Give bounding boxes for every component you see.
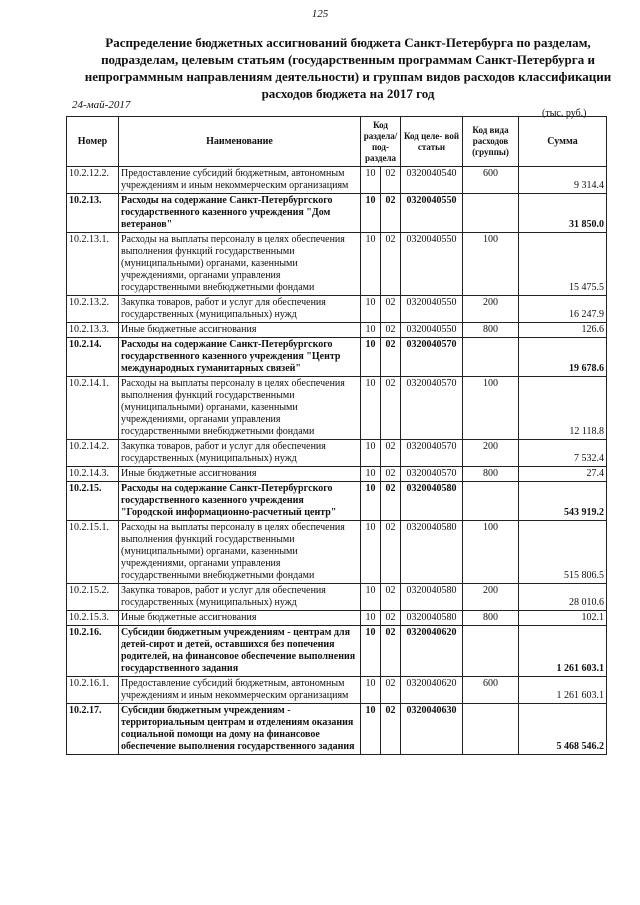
row-subsection: 02 [381,482,401,521]
row-group: 200 [463,584,519,611]
row-number: 10.2.16. [67,626,119,677]
row-section: 10 [361,626,381,677]
row-amount: 7 532.4 [519,440,607,467]
row-name: Расходы на выплаты персоналу в целях обеспечения выполнения функций государственными (муниципальными) органами, казенными учреждениями, органами управления государственными внебюджетными фондами [119,377,361,440]
row-amount: 27.4 [519,467,607,482]
row-name: Закупка товаров, работ и услуг для обеспечения государственных (муниципальных) нужд [119,584,361,611]
row-number: 10.2.15.2. [67,584,119,611]
table-row [67,296,607,323]
row-section: 10 [361,377,381,440]
row-article: 0320040550 [401,194,463,233]
row-subsection: 02 [381,338,401,377]
row-number: 10.2.14.2. [67,440,119,467]
row-article: 0320040540 [401,167,463,194]
table-row [67,194,607,233]
row-article: 0320040580 [401,611,463,626]
table-row [67,323,607,338]
row-article: 0320040570 [401,377,463,440]
row-group [463,338,519,377]
row-section: 10 [361,584,381,611]
row-number: 10.2.14.1. [67,377,119,440]
row-number: 10.2.12.2. [67,167,119,194]
row-number: 10.2.15.3. [67,611,119,626]
row-section: 10 [361,233,381,296]
row-number: 10.2.13.1. [67,233,119,296]
row-subsection: 02 [381,677,401,704]
page-number: 125 [311,8,329,20]
row-amount: 12 118.8 [519,377,607,440]
row-section: 10 [361,677,381,704]
row-section: 10 [361,296,381,323]
table-row [67,584,607,611]
row-subsection: 02 [381,467,401,482]
row-group: 200 [463,440,519,467]
row-subsection: 02 [381,296,401,323]
table-row [67,626,607,677]
table-row [67,611,607,626]
row-number: 10.2.14. [67,338,119,377]
row-number: 10.2.17. [67,704,119,755]
document-date: 24-май-2017 [72,99,131,111]
row-name: Закупка товаров, работ и услуг для обеспечения государственных (муниципальных) нужд [119,296,361,323]
row-article: 0320040550 [401,233,463,296]
row-group: 100 [463,377,519,440]
row-number: 10.2.15. [67,482,119,521]
row-amount: 15 475.5 [519,233,607,296]
row-article: 0320040550 [401,323,463,338]
row-subsection: 02 [381,194,401,233]
row-amount: 19 678.6 [519,338,607,377]
row-subsection: 02 [381,584,401,611]
row-number: 10.2.15.1. [67,521,119,584]
row-section: 10 [361,167,381,194]
row-group: 800 [463,467,519,482]
header-group: Код вида расходов (группы) [463,117,519,167]
row-amount: 515 806.5 [519,521,607,584]
table-row [67,521,607,584]
row-group [463,194,519,233]
row-name: Предоставление субсидий бюджетным, автономным учреждениям и иным некоммерческим организациям [119,167,361,194]
table-row [67,677,607,704]
header-article: Код целе- вой статьи [401,117,463,167]
row-amount: 5 468 546.2 [519,704,607,755]
row-subsection: 02 [381,611,401,626]
table-row [67,440,607,467]
header-section: Код раздела/ под- раздела [361,117,401,167]
row-amount: 9 314.4 [519,167,607,194]
row-article: 0320040570 [401,338,463,377]
row-number: 10.2.13.3. [67,323,119,338]
row-article: 0320040620 [401,626,463,677]
row-amount: 543 919.2 [519,482,607,521]
row-article: 0320040580 [401,584,463,611]
row-number: 10.2.13. [67,194,119,233]
row-subsection: 02 [381,440,401,467]
row-name: Иные бюджетные ассигнования [119,467,361,482]
header-amount: Сумма [519,117,607,167]
row-group: 600 [463,677,519,704]
row-amount: 126.6 [519,323,607,338]
header-number: Номер [67,117,119,167]
row-name: Субсидии бюджетным учреждениям - территориальным центрам и отделениям оказания социальной помощи на дому на финансовое обеспечение выполнения государственного задания [119,704,361,755]
table-row [67,233,607,296]
table-row [67,167,607,194]
row-group: 800 [463,323,519,338]
table-row [67,338,607,377]
row-section: 10 [361,482,381,521]
row-name: Субсидии бюджетным учреждениям - центрам для детей-сирот и детей, оставшихся без попечения родителей, на финансовое обеспечение выполнения государственного задания [119,626,361,677]
row-name: Расходы на выплаты персоналу в целях обеспечения выполнения функций государственными (муниципальными) органами, казенными учреждениями, органами управления государственными внебюджетными фондами [119,521,361,584]
header-name: Наименование [119,117,361,167]
row-section: 10 [361,440,381,467]
row-group [463,704,519,755]
table-body [67,167,607,755]
row-article: 0320040570 [401,467,463,482]
row-name: Предоставление субсидий бюджетным, автономным учреждениям и иным некоммерческим организациям [119,677,361,704]
row-amount: 31 850.0 [519,194,607,233]
row-name: Расходы на содержание Санкт-Петербургского государственного казенного учреждения "Центр международных гуманитарных связей" [119,338,361,377]
row-group [463,482,519,521]
row-article: 0320040630 [401,704,463,755]
row-group: 100 [463,233,519,296]
row-group: 100 [463,521,519,584]
row-name: Расходы на содержание Санкт-Петербургского государственного казенного учреждения "Дом ветеранов" [119,194,361,233]
row-article: 0320040580 [401,482,463,521]
table-row [67,377,607,440]
row-name: Закупка товаров, работ и услуг для обеспечения государственных (муниципальных) нужд [119,440,361,467]
row-subsection: 02 [381,323,401,338]
budget-table [66,116,607,755]
row-article: 0320040620 [401,677,463,704]
row-amount: 102.1 [519,611,607,626]
row-group: 600 [463,167,519,194]
row-section: 10 [361,323,381,338]
row-section: 10 [361,521,381,584]
table-row [67,467,607,482]
row-section: 10 [361,704,381,755]
row-amount: 1 261 603.1 [519,626,607,677]
row-subsection: 02 [381,167,401,194]
row-name: Иные бюджетные ассигнования [119,323,361,338]
row-amount: 16 247.9 [519,296,607,323]
row-amount: 1 261 603.1 [519,677,607,704]
document-title: Распределение бюджетных ассигнований бюджета Санкт-Петербурга по разделам, подразделам, целевым статьям (государственным программам Санкт-Петербурга и непрограммным направлениям деятельности) и группам видов расходов классификации расходов бюджета на 2017 год [84,35,612,101]
row-name: Расходы на выплаты персоналу в целях обеспечения выполнения функций государственными (муниципальными) органами, казенными учреждениями, органами управления государственными внебюджетными фондами [119,233,361,296]
row-article: 0320040580 [401,521,463,584]
row-section: 10 [361,338,381,377]
table-row [67,482,607,521]
row-section: 10 [361,194,381,233]
row-name: Иные бюджетные ассигнования [119,611,361,626]
row-number: 10.2.16.1. [67,677,119,704]
row-section: 10 [361,611,381,626]
row-subsection: 02 [381,233,401,296]
row-subsection: 02 [381,626,401,677]
row-group: 200 [463,296,519,323]
units-label: (тыс. руб.) [542,108,587,119]
table-row [67,704,607,755]
row-group: 800 [463,611,519,626]
row-article: 0320040550 [401,296,463,323]
row-subsection: 02 [381,521,401,584]
row-subsection: 02 [381,377,401,440]
row-name: Расходы на содержание Санкт-Петербургского государственного казенного учреждения "Городской информационно-расчетный центр" [119,482,361,521]
row-number: 10.2.13.2. [67,296,119,323]
row-subsection: 02 [381,704,401,755]
row-article: 0320040570 [401,440,463,467]
row-section: 10 [361,467,381,482]
row-number: 10.2.14.3. [67,467,119,482]
row-group [463,626,519,677]
row-amount: 28 010.6 [519,584,607,611]
